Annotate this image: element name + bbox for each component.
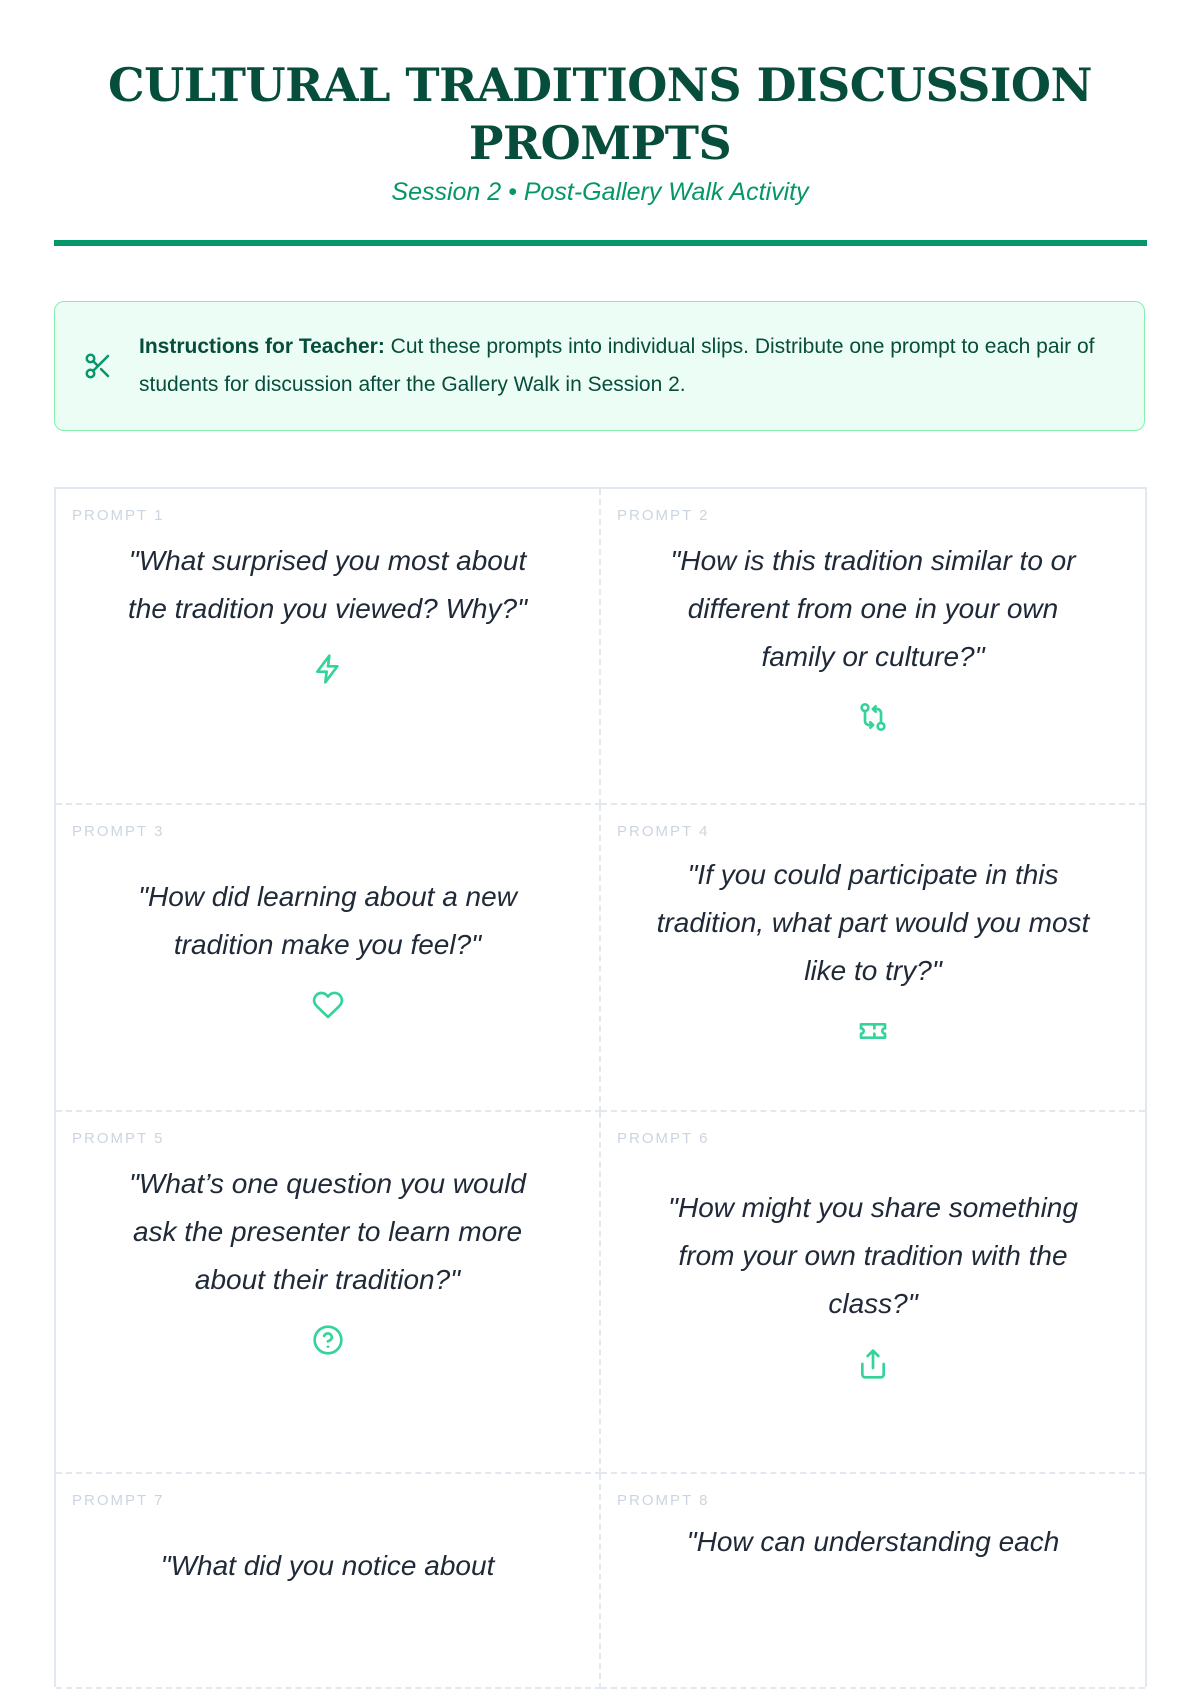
prompt-card xyxy=(56,489,601,805)
header-divider xyxy=(54,240,1147,246)
teacher-instructions xyxy=(54,301,1145,431)
header xyxy=(0,0,1200,207)
prompt-card xyxy=(56,805,601,1112)
prompt-label: PROMPT 5 xyxy=(72,1130,165,1147)
prompt-text: "How might you share something from your own tradition with the class?" xyxy=(668,1192,1078,1319)
heart-icon xyxy=(312,989,344,1021)
scissors-icon xyxy=(83,351,113,381)
prompt-text: "How can understanding each xyxy=(686,1526,1060,1557)
prompt-label: PROMPT 4 xyxy=(617,823,710,840)
ticket-icon xyxy=(857,1015,889,1047)
prompt-label: PROMPT 7 xyxy=(72,1492,165,1509)
prompt-grid xyxy=(54,487,1147,1687)
compare-icon xyxy=(857,701,889,733)
prompt-card xyxy=(601,1112,1145,1474)
prompt-label: PROMPT 2 xyxy=(617,507,710,524)
prompt-text: "How is this tradition similar to or different from one in your own family or culture?" xyxy=(670,545,1076,672)
prompt-card xyxy=(56,1112,601,1474)
lightning-icon xyxy=(312,653,344,685)
prompt-card xyxy=(601,805,1145,1112)
instructions-body: Cut these prompts into individual slips. Distribute one prompt to each pair of students for discussion after the Gallery Walk in Session 2. xyxy=(139,335,1095,396)
prompt-text: "How did learning about a new tradition make you feel?" xyxy=(138,881,517,960)
instructions-label: Instructions for Teacher: xyxy=(139,335,385,358)
prompt-card xyxy=(601,1474,1145,1689)
prompt-label: PROMPT 3 xyxy=(72,823,165,840)
share-icon xyxy=(857,1348,889,1380)
prompt-card xyxy=(56,1474,601,1689)
page-subtitle: Session 2 • Post-Gallery Walk Activity xyxy=(391,178,809,206)
question-icon xyxy=(312,1324,344,1356)
prompt-label: PROMPT 6 xyxy=(617,1130,710,1147)
prompt-label: PROMPT 1 xyxy=(72,507,165,524)
page-title: CULTURAL TRADITIONS DISCUSSION PROMPTS xyxy=(107,58,1093,170)
prompt-text: "What’s one question you would ask the presenter to learn more about their tradition?" xyxy=(128,1168,526,1295)
prompt-label: PROMPT 8 xyxy=(617,1492,710,1509)
instructions-text xyxy=(139,328,1144,404)
prompt-card xyxy=(601,489,1145,805)
prompt-text: "If you could participate in this tradition, what part would you most like to try?" xyxy=(656,859,1090,986)
prompt-text: "What surprised you most about the tradition you viewed? Why?" xyxy=(127,545,528,624)
prompt-text: "What did you notice about xyxy=(160,1550,495,1581)
